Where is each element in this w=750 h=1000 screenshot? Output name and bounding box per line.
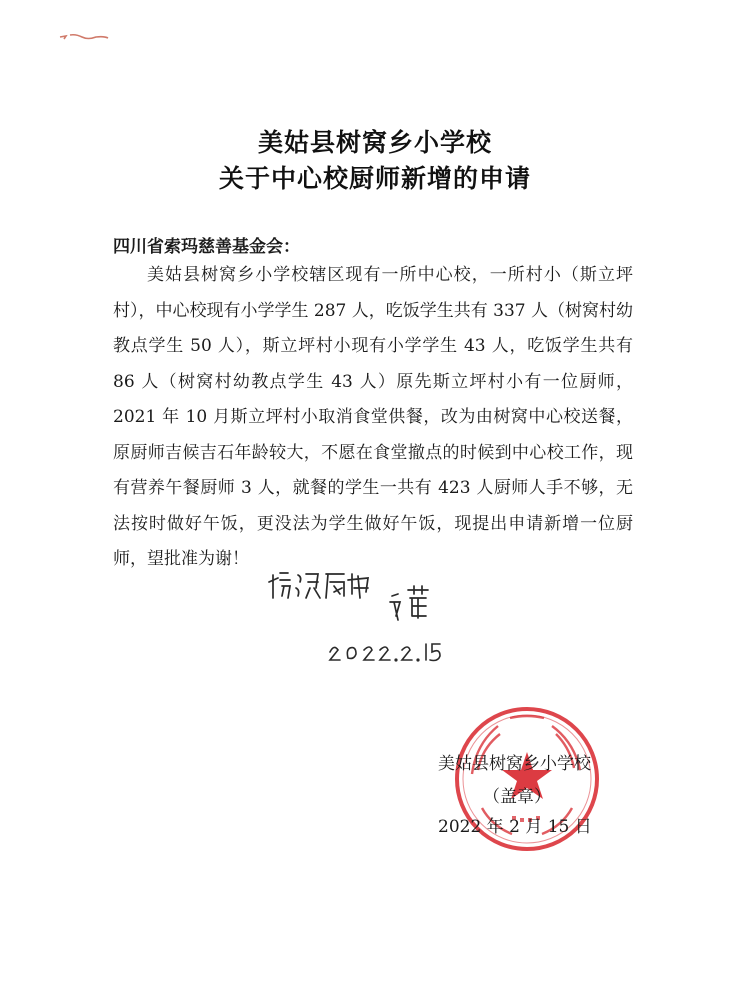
scan-mark (56, 28, 116, 42)
stamp-label: （盖章） (483, 787, 551, 807)
title-line-1: 美姑县树窝乡小学校 (257, 128, 492, 157)
sender-name: 美姑县树窝乡小学校 (438, 754, 591, 774)
handwriting-name (390, 586, 428, 620)
salutation: 四川省索玛慈善基金会： (113, 237, 300, 257)
letter-date: 2022 年 2 月 15 日 (438, 817, 592, 837)
handwritten-approval (268, 560, 478, 670)
title-line-2: 关于中心校厨师新增的申请 (218, 164, 531, 193)
letter-body: 美姑县树窝乡小学校辖区现有一所中心校，一所村小（斯立坪村），中心校现有小学学生 287 人，吃饭学生共有 337 人（树窝村幼教点学生 50 人），斯立坪村小现有小学学生 43 人，吃饭学生共有 86 人（树窝村幼教点学生 43 人）原先斯立坪村小有一位厨师，2021 年 10 月斯立坪村小取消食堂供餐，改为由树窝中心校送餐，原厨师吉候吉石年龄较大，不愿在食堂撤点的时候到中心校工作，现有营养午餐厨师 3 人，就餐的学生一共有 423 人厨师人手不够，无法按时做好午饭，更没法为学生做好午饭，现提出申请新增一位厨师，望批准为谢！ (113, 265, 634, 569)
handwriting-note (269, 573, 368, 598)
handwriting-date (330, 644, 440, 661)
